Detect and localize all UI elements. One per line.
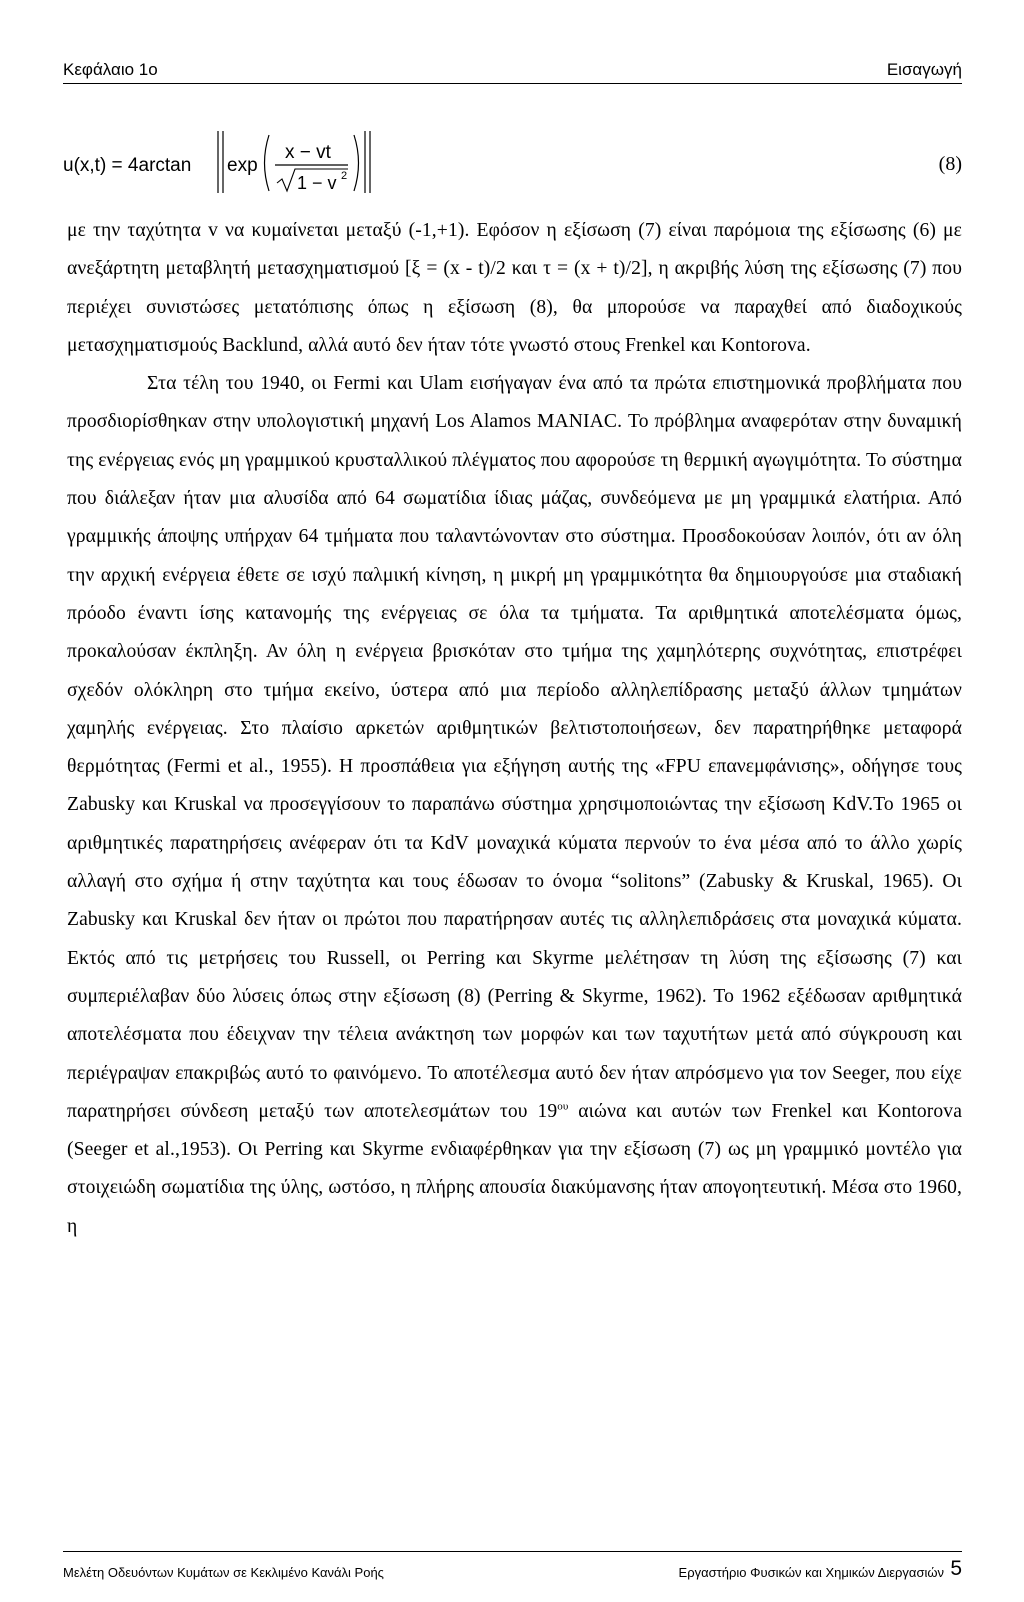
equation-power: 2 [341, 170, 348, 182]
right-paren [354, 135, 359, 191]
equation-graphic [63, 125, 962, 199]
chapter-title: Κεφάλαιο 1ο [63, 60, 158, 79]
equation-denominator: 1 − v [297, 173, 337, 193]
equation-number: (8) [938, 153, 962, 175]
page-header [63, 50, 962, 84]
century-superscript: ου [557, 1100, 569, 1113]
paragraph-2-part-b: αιώνα και αυτών των Frenkel και Kontorova (Seeger et al.,1953). Οι Perring και Skyrme ενδιαφέρθηκαν για την εξίσωση (7) ως μη γραμμικό μοντέλο για στοιχειώδη σωματίδια της ύλης, ωστόσο, η πλήρης απουσία διακύμανσης ήταν απογοητευτική. Μέσα στο 1960, η [67, 1100, 962, 1237]
paragraph-2-part-a: Στα τέλη του 1940, οι Fermi και Ulam εισήγαγαν ένα από τα πρώτα επιστημονικά προβλήματα που προσδιορίσθηκαν στην υπολογιστική μηχανή Los Alamos MANIAC. Το πρόβλημα αναφερόταν στην δυναμική της ενέργειας ενός μη γραμμικού κρυσταλλικού πλέγματος που αφορούσε τη θερμική αγωγιμότητα. Το σύστημα που διάλεξαν ήταν μια αλυσίδα από 64 σωματίδια ίδιας μάζας, συνδεόμενα με μη γραμμικά ελατήρια. Από γραμμικής άποψης υπήρχαν 64 τμήματα που ταλαντώνονταν στο σύστημα. Προσδοκούσαν λοιπόν, ότι αν όλη την αρχική ενέργεια έθετε σε ισχύ παλμική κίνηση, η μικρή μη γραμμικότητα θα δημιουργούσε μια σταδιακή πρόοδο έναντι ίσης κατανομής της ενέργειας σε όλα τα τμήματα. Τα αριθμητικά αποτελέσματα όμως, προκαλούσαν έκπληξη. Αν όλη η ενέργεια βρισκόταν στο τμήμα της χαμηλότερης συχνότητας, επιστρέφει σχεδόν ολόκληρη στο τμήμα εκείνο, ύστερα από μια περίοδο αλληλεπίδρασης μεταξύ άλλων τμημάτων χαμηλής ενέργειας. Στο πλαίσιο αρκετών αριθμητικών βελτιστοποιήσεων, δεν παρατηρήθηκε μεταφορά θερμότητας (Fermi et al., 1955). Η προσπάθεια για εξήγηση αυτής της «FPU επανεμφάνισης», οδήγησε τους Zabusky και Kruskal να προσεγγίσουν το παραπάνω σύστημα χρησιμοποιώντας την εξίσωση KdV.Το 1965 οι αριθμητικές παρατηρήσεις ανέφεραν ότι τα KdV μοναχικά κύματα περνούν το ένα μέσα από το άλλο χωρίς αλλαγή στο σχήμα ή στην ταχύτητα και τους έδωσαν το όνομα “solitons” (Zabusky & Kruskal, 1965). Οι Zabusky και Kruskal δεν ήταν οι πρώτοι που παρατήρησαν αυτές τις αλληλεπιδράσεις στα μοναχικά κύματα. Εκτός από τις μετρήσεις του Russell, οι Perring και Skyrme μελέτησαν τη λύση της εξίσωσης (7) και συμπεριέλαβαν δύο λύσεις όπως στην εξίσωση (8) (Perring & Skyrme, 1962). Το 1962 εξέδωσαν αριθμητικά αποτελέσματα που έδειχναν την τέλεια ανάκτηση των μορφών και των ταχυτήτων μετά από σύγκρουση και περιέγραψαν επακριβώς αυτό το φαινόμενο. Το αποτέλεσμα αυτό δεν ήταν απρόσμενο για τον Seeger, που είχε παρατηρήσει σύνδεση μεταξύ των αποτελεσμάτων του 19 [67, 373, 962, 1122]
header-rule [63, 83, 962, 84]
left-paren [265, 135, 270, 191]
page-number: 5 [950, 1557, 962, 1580]
paragraph-2 [67, 365, 962, 1246]
equation-exp: exp [227, 155, 258, 176]
footer-rule [63, 1551, 962, 1552]
footer-lab-name: Εργαστήριο Φυσικών και Χημικών Διεργασιών [678, 1565, 944, 1580]
equation-8 [63, 125, 962, 199]
equation-lhs: u(x,t) = 4arctan [63, 155, 192, 176]
section-title: Εισαγωγή [886, 60, 962, 79]
footer-thesis-title: Μελέτη Οδευόντων Κυμάτων σε Κεκλιμένο Κανάλι Ροής [63, 1565, 384, 1580]
paragraph-1: με την ταχύτητα v να κυμαίνεται μεταξύ (-1,+1). Εφόσον η εξίσωση (7) είναι παρόμοια της εξίσωσης (6) με ανεξάρτητη μεταβλητή μετασχηματισμού [ξ = (x - t)/2 και τ = (x + t)/2], η ακριβής λύση της εξίσωσης (7) που περιέχει συνιστώσες μετατόπισης όπως η εξίσωση (8), θα μπορούσε να παραχθεί από διαδοχικούς μετασχηματισμούς Backlund, αλλά αυτό δεν ήταν τότε γνωστό στους Frenkel και Kontorova. [67, 220, 962, 356]
equation-numerator: x − vt [285, 142, 331, 163]
body-text [67, 212, 962, 1246]
page-footer [63, 1551, 962, 1583]
